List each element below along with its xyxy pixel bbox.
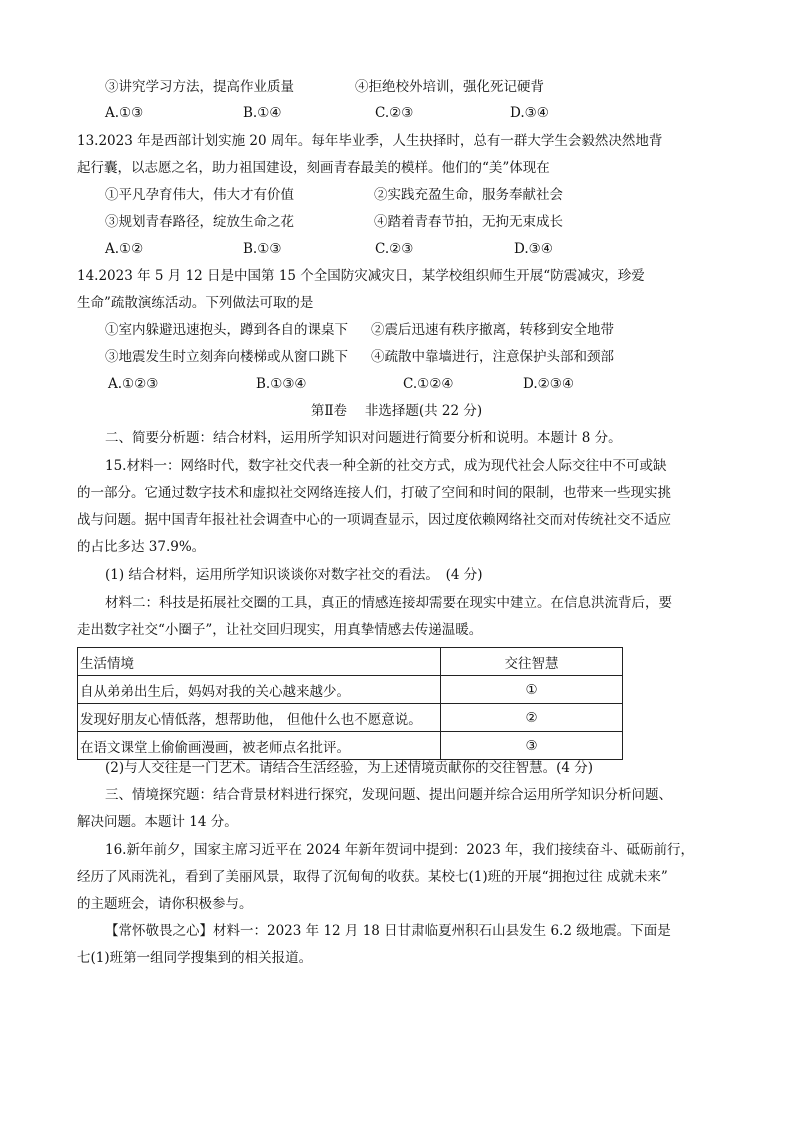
q12-choice-c: C.②③	[375, 105, 414, 121]
q12-choice-d: D.③④	[510, 105, 549, 121]
q16-material-1-line-2: 七(1)班第一组同学搜集到的相关报道。	[77, 950, 313, 966]
q16-stem-line-2: 经历了风雨洗礼，看到了美丽风景，取得了沉甸甸的收获。某校七(1)班的开展“拥抱过往 成就未来”	[77, 869, 668, 885]
q13-option-1: ①平凡孕育伟大，伟大才有价值	[105, 187, 294, 203]
table-cell-scenario: 在语文课堂上偷偷画漫画，被老师点名批评。	[78, 732, 441, 760]
q14-choice-c: C.①②④	[403, 376, 454, 392]
section-3-heading-line-1: 三、情境探究题：结合背景材料进行探究，发现问题、提出问题并综合运用所学知识分析问题、	[105, 787, 672, 803]
q14-option-2: ②震后迅速有秩序撤离，转移到安全地带	[371, 322, 614, 338]
q13-choice-c: C.②③	[375, 241, 414, 257]
q14-option-4: ④疏散中靠墙进行，注意保护头部和颈部	[371, 349, 614, 365]
q13-option-3: ③规划青春路径，绽放生命之花	[105, 214, 294, 230]
q14-stem-line-1: 14.2023 年 5 月 12 日是中国第 15 个全国防灾减灾日，某学校组织师生开展“防震减灾，珍爱	[77, 268, 645, 284]
q16-stem-line-3: 的主题班会，请你积极参与。	[77, 896, 253, 912]
q13-choice-d: D.③④	[514, 241, 553, 257]
q12-option-4: ④拒绝校外培训，强化死记硬背	[355, 79, 544, 95]
section-2-heading: 二、简要分析题：结合材料，运用所学知识对问题进行简要分析和说明。本题计 8 分。	[105, 430, 622, 446]
table-header-wisdom: 交往智慧	[441, 648, 623, 676]
q16-stem-line-1: 16.新年前夕，国家主席习近平在 2024 年新年贺词中提到：2023 年，我们接续奋斗、砥砺前行，	[105, 842, 695, 858]
q15-material-1-line-4: 的占比多达 37.9%。	[77, 539, 206, 555]
q14-option-3: ③地震发生时立刻奔向楼梯或从窗口跳下	[105, 349, 348, 365]
table-cell-wisdom: ③	[441, 732, 623, 760]
q14-choice-b: B.①③④	[256, 376, 307, 392]
table-header-scenario: 生活情境	[78, 648, 441, 676]
q15-material-1-line-2: 的一部分。它通过数字技术和虚拟社交网络连接人们，打破了空间和时间的限制，也带来一些现实挑	[77, 485, 671, 501]
q15-material-1-line-3: 战与问题。据中国青年报社社会调查中心的一项调查显示，因过度依赖网络社交而对传统社交不适应	[77, 512, 671, 528]
table-cell-wisdom: ①	[441, 676, 623, 704]
q14-stem-line-2: 生命”疏散演练活动。下列做法可取的是	[77, 295, 314, 311]
q13-stem-line-1: 13.2023 年是西部计划实施 20 周年。每年毕业季，人生抉择时，总有一群大学生会毅然决然地背	[77, 133, 663, 149]
table-row	[78, 676, 623, 704]
table-cell-scenario: 发现好朋友心情低落，想帮助他， 但他什么也不愿意说。	[78, 704, 441, 732]
table-cell-wisdom: ②	[441, 704, 623, 732]
q12-option-3: ③讲究学习方法，提高作业质量	[105, 79, 294, 95]
section-3-heading-line-2: 解决问题。本题计 14 分。	[77, 814, 238, 830]
q14-choice-d: D.②③④	[523, 376, 574, 392]
q14-choice-a: A.①②③	[108, 376, 159, 392]
q15-subquestion-1: (1) 结合材料，运用所学知识谈谈你对数字社交的看法。 (4 分)	[105, 567, 483, 583]
table-row	[78, 704, 623, 732]
q12-choice-a: A.①③	[105, 105, 144, 121]
q13-stem-line-2: 起行囊，以志愿之名，助力祖国建设，刻画青春最美的模样。他们的“美”体现在	[77, 160, 550, 176]
q14-option-1: ①室内躲避迅速抱头，蹲到各自的课桌下	[105, 322, 348, 338]
q16-material-1-line-1: 【常怀敬畏之心】材料一：2023 年 12 月 18 日甘肃临夏州积石山县发生 6.2 级地震。下面是	[105, 923, 671, 939]
q13-option-2: ②实践充盈生命，服务奉献社会	[374, 187, 563, 203]
q15-material-2-line-1: 材料二：科技是拓展社交圈的工具，真正的情感连接却需要在现实中建立。在信息洪流背后，要	[105, 595, 672, 611]
q15-material-1-line-1: 15.材料一：网络时代，数字社交代表一种全新的社交方式，成为现代社会人际交往中不可或缺	[105, 458, 667, 474]
table-cell-scenario: 自从弟弟出生后，妈妈对我的关心越来越少。	[78, 676, 441, 704]
table-row	[78, 732, 623, 760]
social-scenario-table	[77, 647, 623, 760]
q13-choice-b: B.①③	[243, 241, 282, 257]
q12-choice-b: B.①④	[243, 105, 282, 121]
q15-material-2-line-2: 走出数字社交“小圈子”，让社交回归现实，用真挚情感去传递温暖。	[77, 622, 483, 638]
q13-choice-a: A.①②	[105, 241, 144, 257]
q13-option-4: ④踏着青春节拍，无拘无束成长	[374, 214, 563, 230]
part-2-title: 第Ⅱ卷 非选择题(共 22 分)	[310, 403, 483, 419]
q15-subquestion-2: (2)与人交往是一门艺术。请结合生活经验，为上述情境贡献你的交往智慧。(4 分)	[105, 760, 594, 776]
table-header-row	[78, 648, 623, 676]
